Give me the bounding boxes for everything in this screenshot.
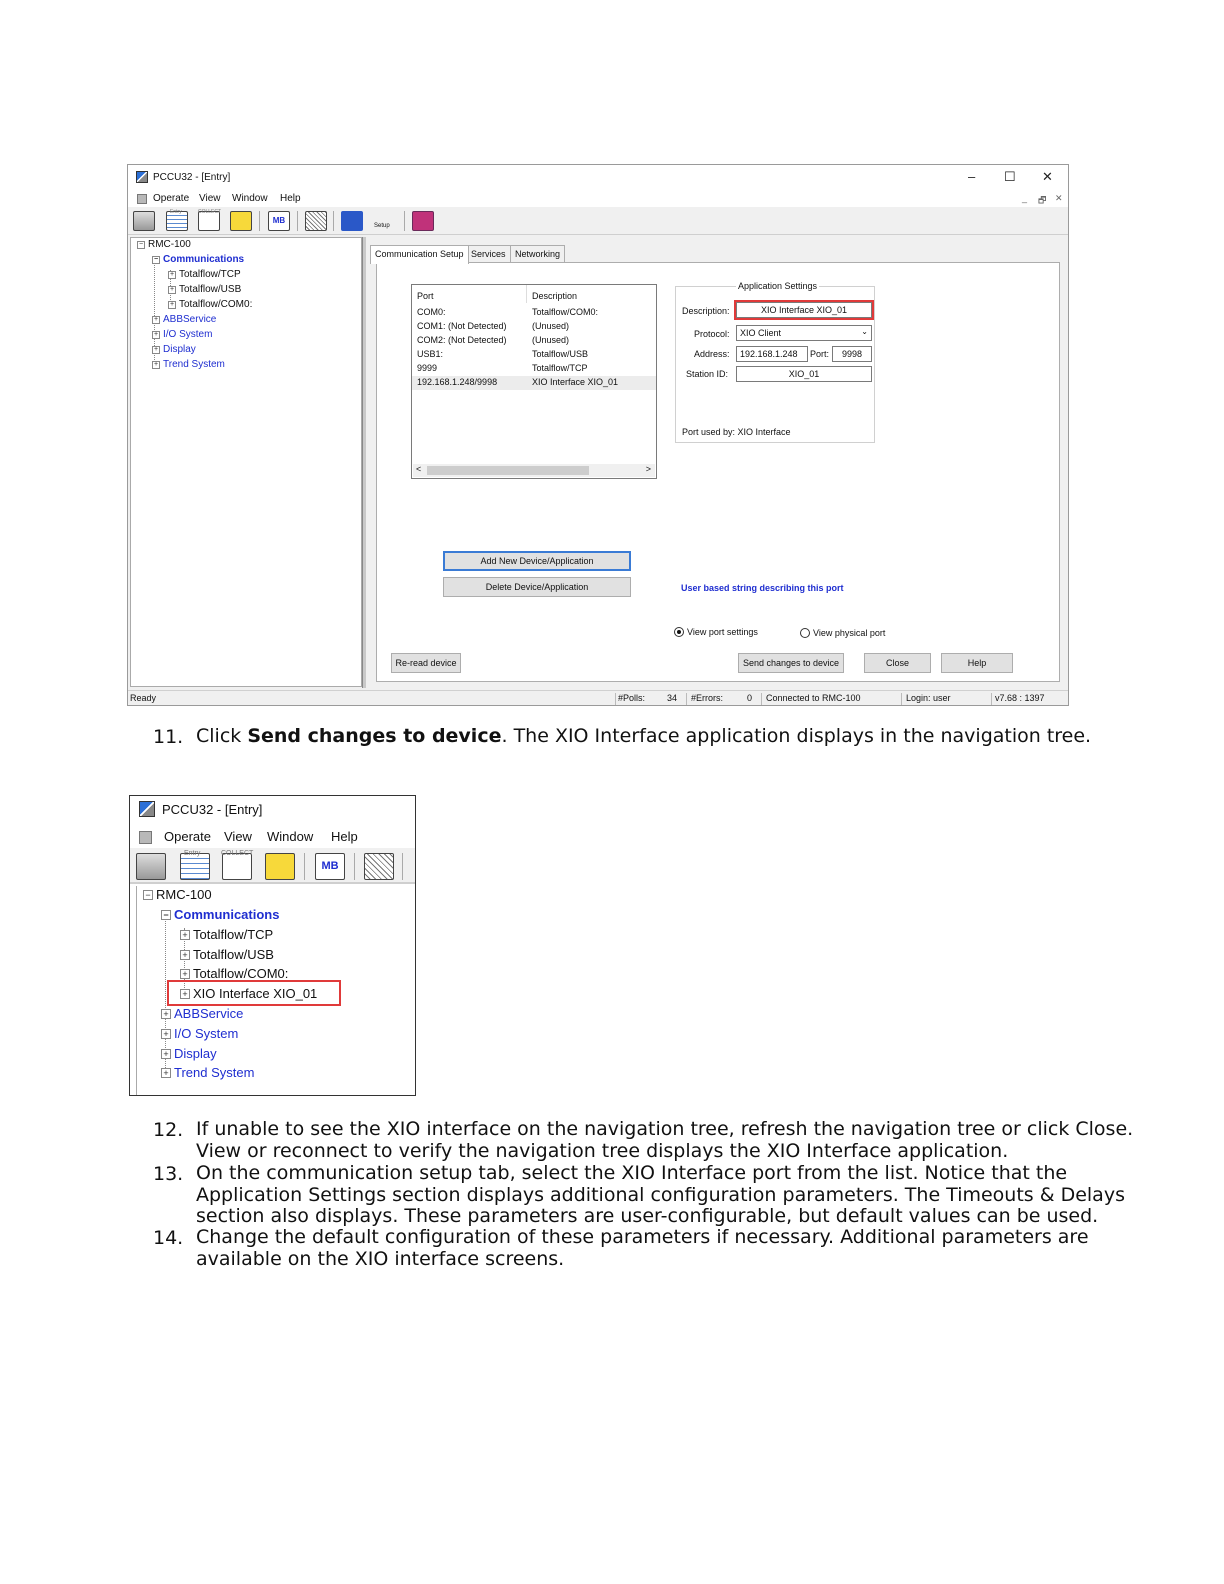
help-button[interactable]: Help [941,653,1013,673]
mdi-restore-icon[interactable]: 🗗 [1038,195,1047,205]
protocol-label: Protocol: [694,329,730,339]
window-title: PCCU32 - [Entry] [162,802,263,817]
toolbar-separator [333,211,334,231]
expand-icon[interactable]: + [153,361,159,368]
description-field[interactable]: XIO Interface XIO_01 [736,302,872,318]
collapse-icon[interactable]: − [161,910,171,920]
tree-node-xio-interface[interactable]: + XIO Interface XIO_01 [180,986,317,1001]
errors-label: #Errors: [691,693,724,703]
navigation-tree [130,237,362,687]
table-row[interactable]: COM0: Totalflow/COM0: [417,307,599,317]
notes-icon[interactable] [305,211,327,231]
toolbar-separator [402,853,403,880]
maximize-icon[interactable]: ☐ [1004,169,1016,184]
scroll-left-icon[interactable]: < [416,464,422,474]
port-list[interactable] [411,284,657,479]
expand-icon[interactable]: + [161,1029,171,1039]
step-number: 13. [153,1163,184,1185]
tree-node-display[interactable]: + Display [161,1046,217,1061]
port-label: Port: [810,349,830,359]
mdi-minimize-icon[interactable]: _ [1022,193,1028,203]
tree-node-root[interactable]: − RMC-100 [143,887,212,902]
address-field[interactable]: 192.168.1.248 [736,346,808,362]
menu-help[interactable]: Help [280,193,301,204]
notes-icon[interactable] [364,853,394,880]
status-bar [128,690,1068,705]
tree-node-io-system[interactable]: + I/O System [161,1026,238,1041]
tree-node-display[interactable]: + Display [153,344,196,355]
expand-icon[interactable]: + [180,930,190,940]
view-physical-port-radio[interactable]: View physical port [800,628,885,638]
column-header-description[interactable]: Description [532,291,578,301]
station-id-field[interactable]: XIO_01 [736,366,872,382]
reread-device-button[interactable]: Re-read device [391,653,461,673]
expand-icon[interactable]: + [180,969,190,979]
protocol-select[interactable]: XIO Client ⌄ [736,325,872,341]
table-row[interactable]: COM2: (Not Detected) (Unused) [417,335,570,345]
column-divider [526,285,527,303]
menu-window[interactable]: Window [232,193,268,204]
polls-value: 34 [667,693,678,703]
toolbar-separator [259,211,260,231]
pccu-app-icon [136,171,148,183]
collect-icon[interactable]: COLLECT [222,853,252,880]
version-status: v7.68 : 1397 [995,693,1045,703]
scroll-right-icon[interactable]: > [645,464,651,474]
step-text: On the communication setup tab, select the XIO Interface port from the list. Notice that the Application Settings section displays additional configuration parameters. The Timeouts & Delays section also displays. These parameters are user-configurable, but default values can be used. [196,1162,1125,1227]
entry-icon[interactable]: Entry [180,853,210,880]
pccu-app-icon [139,801,155,817]
tree-node-trend-system[interactable]: + Trend System [153,359,225,370]
help-book-icon[interactable] [412,211,434,231]
send-changes-button[interactable]: Send changes to device [738,653,844,673]
navigation-tree [136,886,415,1095]
menu-view[interactable]: View [224,829,252,844]
login-status: Login: user [906,693,951,703]
highlight-box [167,980,341,1006]
radio-selected-icon[interactable] [674,627,684,637]
step-number: 11. [153,726,184,748]
expand-icon[interactable]: + [161,1068,171,1078]
menu-bar [130,826,415,848]
tree-node-abbservice[interactable]: + ABBService [153,314,217,325]
add-device-button[interactable]: Add New Device/Application [443,551,631,571]
expand-icon[interactable]: + [161,1009,171,1019]
toolbar [128,207,1068,235]
connection-status: Connected to RMC-100 [766,693,861,703]
station-id-label: Station ID: [686,369,729,379]
delete-device-button[interactable]: Delete Device/Application [443,577,631,597]
step-bold-text: Send changes to device [247,725,502,747]
status-divider [761,693,762,705]
expand-icon[interactable]: + [153,316,159,323]
tree-node-abbservice[interactable]: + ABBService [161,1006,243,1021]
status-divider [901,693,902,705]
table-row[interactable]: COM1: (Not Detected) (Unused) [417,321,570,331]
chevron-down-icon[interactable]: ⌄ [861,327,868,336]
tree-node-communications[interactable]: − Communications [161,907,279,922]
address-label: Address: [694,349,730,359]
expand-icon[interactable]: + [161,1049,171,1059]
expand-icon[interactable]: + [169,301,175,308]
tab-services[interactable]: Services [466,245,511,263]
modbus-icon[interactable]: MB [268,211,290,231]
tree-node-totalflow-com0[interactable]: + Totalflow/COM0: [169,299,253,310]
port-field[interactable]: 9998 [832,346,872,362]
document-icon[interactable] [139,831,152,844]
view-port-settings-radio[interactable]: View port settings [674,627,758,637]
entry-icon[interactable]: Entry [166,211,188,231]
device-icon[interactable] [136,853,166,880]
expand-icon[interactable]: + [180,950,190,960]
highlight-box [734,300,874,320]
refresh-folder-icon[interactable] [265,853,295,880]
expand-icon[interactable]: + [180,989,190,999]
toolbar-separator [354,853,355,880]
close-icon[interactable]: ✕ [1042,169,1053,184]
horizontal-scrollbar[interactable] [413,464,655,477]
menu-operate[interactable]: Operate [164,829,211,844]
menu-window[interactable]: Window [267,829,314,844]
radio-icon[interactable] [800,628,810,638]
polls-label: #Polls: [618,693,646,703]
step-text: Click Send changes to device. The XIO Interface application displays in the navigation tree. [196,725,1092,747]
pccu32-window-cropped [129,795,416,1096]
collapse-icon[interactable]: − [153,256,159,263]
modbus-icon[interactable]: MB [315,853,345,880]
expand-icon[interactable]: + [169,271,175,278]
application-settings-group [675,281,875,443]
port-used-by: Port used by: XIO Interface [682,427,791,437]
tree-node-totalflow-tcp[interactable]: + Totalflow/TCP [180,927,273,942]
collect-icon[interactable]: COLLECT [198,211,220,231]
minimize-icon[interactable]: – [968,169,976,184]
communication-setup-page [376,262,1060,682]
device-icon[interactable] [133,211,155,231]
list-header [412,290,656,304]
toolbar [130,848,415,884]
menu-bar [128,191,1068,207]
mdi-close-icon[interactable]: ✕ [1055,193,1063,203]
menu-operate[interactable]: Operate [153,193,190,204]
status-ready: Ready [130,693,157,703]
close-button[interactable]: Close [864,653,931,673]
toolbar-separator [297,211,298,231]
step-text: Change the default configuration of these parameters if necessary. Additional parameters are available on the XIO interface screens. [196,1226,1089,1270]
tree-node-totalflow-com0[interactable]: + Totalflow/COM0: [180,966,288,981]
pccu32-window-full [127,164,1069,706]
errors-value: 0 [747,693,753,703]
toolbar-separator [304,853,305,880]
title-bar [128,165,1068,191]
step-number: 12. [153,1119,184,1141]
tree-node-io-system[interactable]: + I/O System [153,329,213,340]
collapse-icon[interactable]: − [143,890,153,900]
table-row-selected[interactable]: 192.168.1.248/9998 XIO Interface XIO_01 [412,376,656,390]
menu-view[interactable]: View [199,193,221,204]
tab-networking[interactable]: Networking [510,245,565,263]
step-number: 14. [153,1227,184,1249]
pane-splitter[interactable] [362,237,366,688]
setup-icon[interactable]: Setup [374,223,390,229]
column-header-port[interactable]: Port [417,291,434,301]
expand-icon[interactable]: + [169,286,175,293]
tree-node-totalflow-tcp[interactable]: + Totalflow/TCP [169,269,241,280]
status-divider [686,693,687,705]
expand-icon[interactable]: + [153,346,159,353]
description-label: Description: [682,306,730,316]
tree-node-totalflow-usb[interactable]: + Totalflow/USB [180,947,274,962]
status-divider [991,693,992,705]
step-text: If unable to see the XIO interface on the navigation tree, refresh the navigation tree or click Close. View or reconnect to verify the navigation tree displays the XIO Interface application. [196,1118,1134,1162]
tree-node-communications[interactable]: − Communications [153,254,245,265]
tree-node-trend-system[interactable]: + Trend System [161,1065,254,1080]
window-title: PCCU32 - [Entry] [153,172,231,183]
toolbar-separator [404,211,405,231]
group-title: Application Settings [738,281,818,291]
table-row[interactable]: 9999 Totalflow/TCP [417,363,588,373]
table-row[interactable]: USB1: Totalflow/USB [417,349,589,359]
id-icon[interactable] [341,211,363,231]
document-icon[interactable] [137,194,147,204]
collapse-icon[interactable]: − [138,241,144,248]
tree-node-root[interactable]: − RMC-100 [138,239,191,250]
status-divider [615,693,616,705]
tab-communication-setup[interactable]: Communication Setup [370,245,469,264]
refresh-folder-icon[interactable] [230,211,252,231]
menu-help[interactable]: Help [331,829,358,844]
tree-node-totalflow-usb[interactable]: + Totalflow/USB [169,284,242,295]
scroll-thumb[interactable] [427,466,589,475]
expand-icon[interactable]: + [153,331,159,338]
hint-text: User based string describing this port [681,583,844,593]
main-pane [368,237,1066,687]
